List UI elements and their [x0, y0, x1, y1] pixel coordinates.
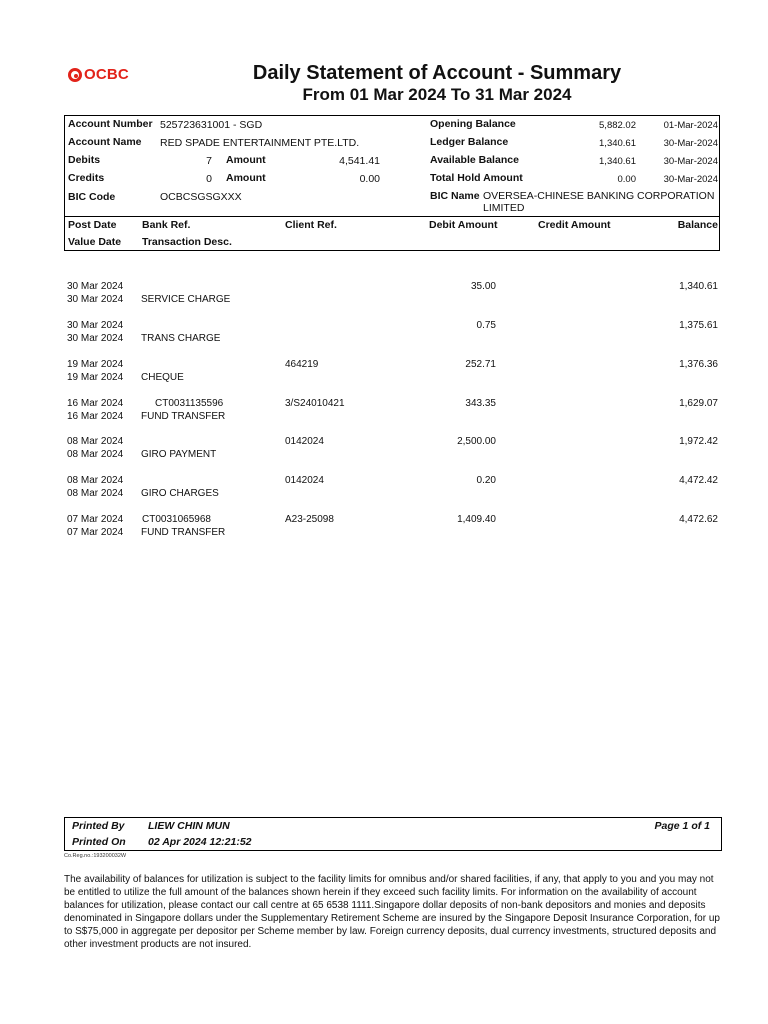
tx-post-date: 07 Mar 2024 [67, 514, 124, 525]
col-debit-amount: Debit Amount [429, 219, 498, 231]
ledger-balance-date: 30-Mar-2024 [663, 138, 718, 149]
tx-client-ref: 3/S24010421 [285, 398, 345, 409]
tx-balance: 1,375.61 [679, 320, 718, 331]
tx-bank-ref: CT0031135596 [155, 398, 224, 409]
opening-balance-date: 01-Mar-2024 [663, 120, 718, 131]
tx-desc: CHEQUE [141, 372, 184, 383]
tx-debit: 0.20 [476, 475, 496, 486]
total-hold-date: 30-Mar-2024 [663, 174, 718, 185]
col-bank-ref: Bank Ref. [142, 219, 191, 231]
ledger-balance-label: Ledger Balance [430, 136, 509, 148]
logo-text: OCBC [84, 66, 129, 83]
tx-desc: SERVICE CHARGE [141, 294, 231, 305]
opening-balance-value: 5,882.02 [599, 120, 636, 131]
disclaimer-text: The availability of balances for utilization is subject to the facility limits for omnibus and/or shared facilities, if any, that apply to you and you may not be entitled to utilize the full amount of the balances shown herein if they exceed such facility limits. For information on the availability of account balances for utilization, please contact our call centre at 65 6538 1111.Singapore dollar deposits of non-bank depositors and monies and deposits denominated in Singapore dollars under the Supplementary Retirement Scheme are insured by the Singapore Deposit Insurance Corporation, for up to S$75,000 in aggregate per depositor per Scheme member by law. Foreign currency deposits, dual currency investments, structured deposits and other investment products are not insured. [64, 874, 720, 950]
tx-post-date: 30 Mar 2024 [67, 281, 124, 292]
printed-by-value: LIEW CHIN MUN [148, 820, 230, 832]
col-post-date: Post Date [68, 219, 117, 231]
tx-post-date: 08 Mar 2024 [67, 475, 124, 486]
tx-client-ref: 0142024 [285, 436, 324, 447]
tx-debit: 0.75 [476, 320, 496, 331]
tx-desc: TRANS CHARGE [141, 333, 221, 344]
col-transaction-desc: Transaction Desc. [142, 236, 232, 248]
statement-period: From 01 Mar 2024 To 31 Mar 2024 [302, 85, 572, 104]
tx-debit: 252.71 [465, 359, 496, 370]
tx-debit: 35.00 [470, 281, 496, 292]
tx-debit: 2,500.00 [457, 436, 496, 447]
tx-balance: 1,972.42 [679, 436, 718, 447]
col-client-ref: Client Ref. [285, 219, 337, 231]
col-credit-amount: Credit Amount [538, 219, 611, 231]
tx-balance: 4,472.62 [679, 514, 718, 525]
tx-bank-ref: CT0031065968 [142, 514, 211, 525]
credits-count: 0 [206, 173, 212, 185]
tx-debit: 343.35 [465, 398, 496, 409]
tx-post-date: 30 Mar 2024 [67, 320, 124, 331]
tx-value-date: 07 Mar 2024 [67, 527, 124, 538]
debits-amount-value: 4,541.41 [339, 155, 380, 167]
printed-by-label: Printed By [72, 820, 125, 832]
bic-name-line1: OVERSEA-CHINESE BANKING CORPORATION [483, 190, 715, 202]
bic-code-value: OCBCSGSGXXX [160, 191, 242, 203]
tx-debit: 1,409.40 [457, 514, 496, 525]
total-hold-label: Total Hold Amount [430, 172, 523, 184]
company-registration: Co.Reg.no.:193200032W [64, 853, 127, 859]
tx-balance: 1,376.36 [679, 359, 718, 370]
column-header-divider [64, 216, 720, 217]
tx-value-date: 30 Mar 2024 [67, 333, 124, 344]
page-title: Daily Statement of Account - Summary [252, 62, 622, 84]
tx-value-date: 16 Mar 2024 [67, 411, 124, 422]
account-number-value: 525723631001 - SGD [160, 119, 263, 131]
credits-label: Credits [68, 172, 105, 184]
account-name-label: Account Name [68, 136, 142, 148]
tx-client-ref: 0142024 [285, 475, 324, 486]
total-hold-value: 0.00 [617, 174, 636, 185]
tx-desc: FUND TRANSFER [141, 527, 226, 538]
tx-client-ref: A23-25098 [285, 514, 334, 525]
printed-on-value: 02 Apr 2024 12:21:52 [148, 836, 252, 848]
tx-value-date: 08 Mar 2024 [67, 449, 124, 460]
tx-post-date: 19 Mar 2024 [67, 359, 124, 370]
tx-value-date: 30 Mar 2024 [67, 294, 124, 305]
bic-code-label: BIC Code [68, 191, 116, 203]
available-balance-date: 30-Mar-2024 [663, 156, 718, 167]
page-number: Page 1 of 1 [654, 820, 710, 832]
tx-client-ref: 464219 [285, 359, 319, 370]
tx-desc: GIRO PAYMENT [141, 449, 217, 460]
tx-value-date: 19 Mar 2024 [67, 372, 124, 383]
printed-on-label: Printed On [72, 836, 126, 848]
tx-value-date: 08 Mar 2024 [67, 488, 124, 499]
account-number-label: Account Number [68, 118, 153, 130]
available-balance-label: Available Balance [430, 154, 519, 166]
debits-amount-label: Amount [226, 154, 266, 166]
tx-desc: FUND TRANSFER [141, 411, 226, 422]
tx-balance: 1,340.61 [679, 281, 718, 292]
account-name-value: RED SPADE ENTERTAINMENT PTE.LTD. [160, 137, 360, 149]
available-balance-value: 1,340.61 [599, 156, 636, 167]
col-value-date: Value Date [68, 236, 122, 248]
tx-desc: GIRO CHARGES [141, 488, 219, 499]
tx-balance: 4,472.42 [679, 475, 718, 486]
credits-amount-value: 0.00 [359, 173, 380, 185]
opening-balance-label: Opening Balance [430, 118, 516, 130]
col-balance: Balance [677, 219, 718, 231]
debits-count: 7 [206, 155, 212, 167]
tx-post-date: 16 Mar 2024 [67, 398, 124, 409]
credits-amount-label: Amount [226, 172, 266, 184]
bic-name-label: BIC Name [430, 190, 480, 202]
tx-balance: 1,629.07 [679, 398, 718, 409]
bic-name-line2: LIMITED [483, 202, 525, 214]
tx-post-date: 08 Mar 2024 [67, 436, 124, 447]
debits-label: Debits [68, 154, 101, 166]
ledger-balance-value: 1,340.61 [599, 138, 636, 149]
